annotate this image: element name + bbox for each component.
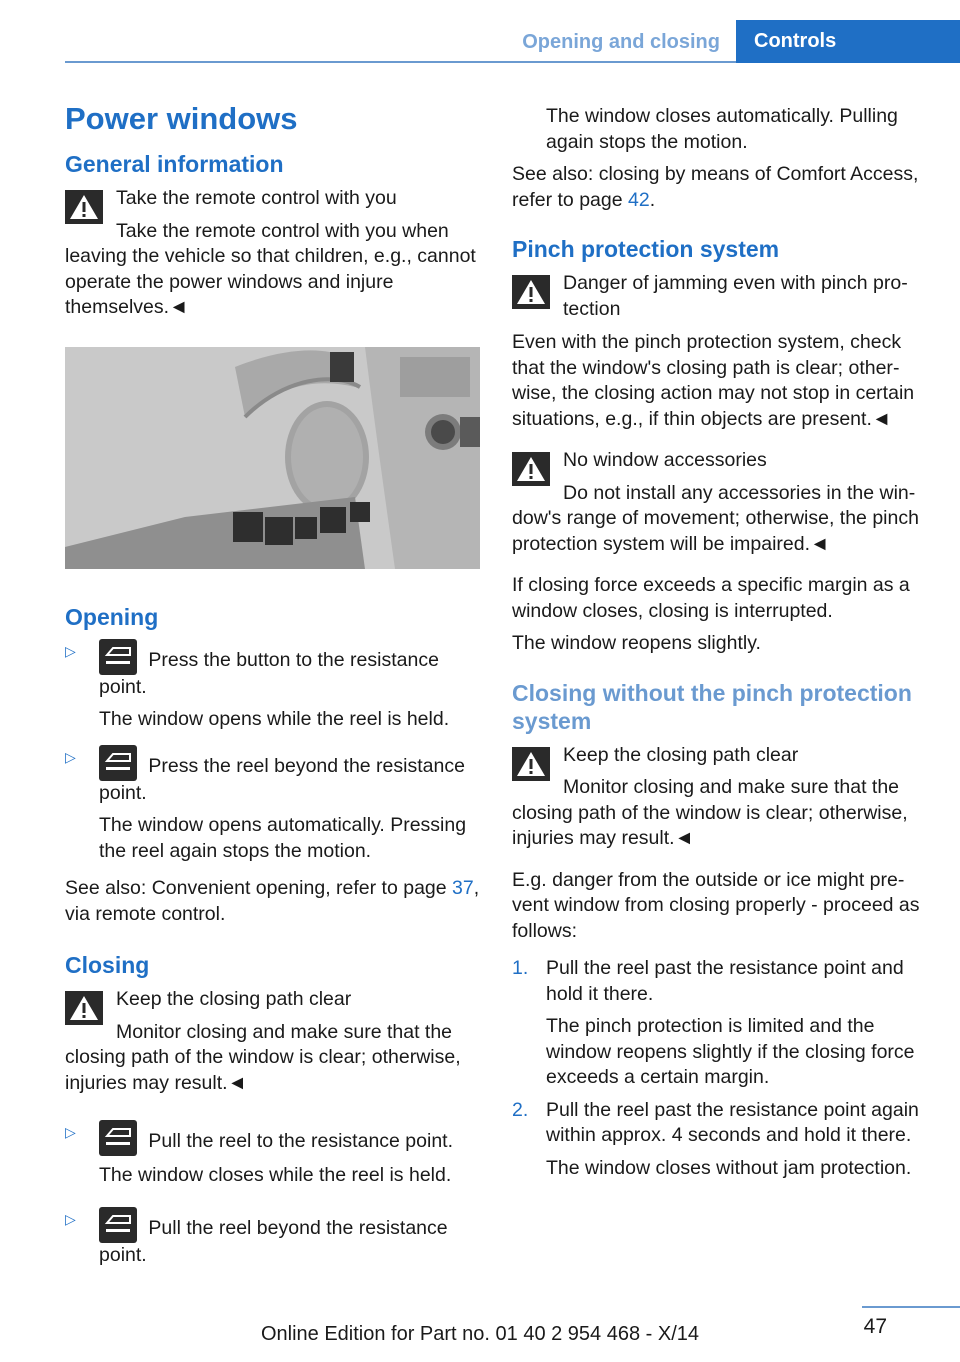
closing-step-1 — [65, 1120, 480, 1189]
opening-step-2-text: Press the reel beyond the resistance point. — [99, 754, 465, 804]
edition-footer: Online Edition for Part no. 01 40 2 954 468 - X/14 — [260, 1323, 700, 1345]
warning-icon — [512, 747, 550, 781]
warning-closing-path — [65, 987, 480, 1096]
warning-icon — [512, 452, 550, 486]
list-bullet-triangle: ▷ — [65, 1210, 76, 1227]
warning-title: Keep the closing path clear — [116, 988, 352, 1010]
warning-icon — [65, 190, 103, 224]
warning-title: Take the remote control with you — [116, 187, 397, 209]
window-reopens-text: The window reopens slightly. — [512, 632, 761, 654]
warning-icon — [65, 991, 103, 1025]
header-tab-controls: Controls — [736, 20, 960, 63]
door-panel-illustration — [65, 347, 480, 569]
step-number: 1. — [512, 957, 529, 979]
closing-step-2-text: Pull the reel beyond the resistance point. — [99, 1216, 448, 1266]
general-info-heading: General information — [65, 151, 284, 177]
closing-steps — [65, 1120, 480, 1268]
override-step-2-text: Pull the reel past the resistance point again within approx. 4 seconds and hold it there. — [546, 1098, 919, 1146]
list-bullet-triangle: ▷ — [65, 642, 76, 659]
warning-title: Danger of jamming even with pinch protection — [563, 272, 908, 320]
closing-without-pinch-heading: Closing without the pinch protection system — [512, 679, 912, 734]
closing-heading: Closing — [65, 952, 150, 978]
warning-closing-path — [512, 743, 932, 852]
opening-step-1-text: Press the button to the resistance point. — [99, 648, 439, 698]
warning-body: Take the remote control with you when leaving the vehicle so that children, e.g., cannot operate the power windows and injure themselves.◄ — [65, 219, 476, 318]
page-link-42[interactable]: 42 — [628, 188, 650, 211]
page-title: Power windows — [65, 101, 298, 136]
warning-body: Do not install any accessories in the window's range of movement; otherwise, the pinch protection system will be impaired.◄ — [512, 481, 919, 555]
footer-rule — [862, 1306, 960, 1308]
window-switch-icon — [99, 639, 137, 675]
warning-jamming — [512, 271, 932, 322]
override-step-1-text: Pull the reel past the resistance point and hold it there. — [546, 957, 904, 1005]
left-column — [65, 100, 480, 1280]
override-step-1-result: The pinch protection is limited and the window reopens slightly if the closing force exceeds a certain margin. — [546, 1015, 915, 1088]
warning-body: Monitor closing and make sure that the closing path of the window is clear; otherwise, injuries may result.◄ — [512, 776, 908, 849]
see-also-convenient-opening: See also: Convenient opening, refer to page 37, via remote control. — [65, 877, 480, 925]
step-number: 2. — [512, 1098, 529, 1121]
header-section-title: Opening and closing — [522, 31, 720, 53]
pinch-protection-heading: Pinch protection system — [512, 236, 780, 262]
page-link-37[interactable]: 37 — [452, 877, 474, 899]
opening-steps — [65, 639, 480, 865]
see-also-comfort-access: See also: closing by means of Comfort Access, refer to page 42. — [512, 163, 919, 211]
window-switch-icon — [99, 1120, 137, 1156]
opening-step-2 — [65, 745, 480, 865]
closing-step-1-result: The window closes while the reel is held. — [99, 1164, 452, 1186]
warning-title: No window accessories — [563, 449, 767, 471]
closing-step-1-text: Pull the reel to the resistance point. — [143, 1130, 454, 1152]
warning-title: Keep the closing path clear — [563, 743, 799, 766]
opening-step-2-result: The window opens automatically. Pressing the reel again stops the motion. — [99, 814, 467, 862]
warning-no-accessories — [512, 448, 932, 557]
override-step-2-result: The window closes without jam protection. — [546, 1156, 912, 1179]
outside-danger-text: E.g. danger from the outside or ice might prevent window from closing properly - proceed as follows: — [512, 868, 920, 942]
override-step-1 — [512, 956, 932, 1091]
closing-auto-text: The window closes automatically. Pulling again stops the motion. — [546, 105, 898, 153]
window-switch-icon — [99, 745, 137, 781]
right-column — [512, 104, 932, 1188]
pinch-protection-text: Even with the pinch protection system, check that the window's closing path is clear; otherwise, the closing action may not stop in certain situations, e.g., if thin objects are present.◄ — [512, 331, 915, 430]
page-number: 47 — [863, 1315, 887, 1338]
warning-remote-control — [65, 186, 480, 321]
opening-step-1-result: The window opens while the reel is held. — [99, 708, 450, 730]
warning-body: Monitor closing and make sure that the closing path of the window is clear; otherwise, injuries may result.◄ — [65, 1020, 461, 1094]
list-bullet-triangle: ▷ — [65, 1124, 76, 1140]
closing-force-text: If closing force exceeds a specific margin as a window closes, closing is interrupted. — [512, 574, 910, 622]
opening-heading: Opening — [65, 603, 159, 630]
closing-step-2 — [65, 1207, 480, 1269]
list-bullet-triangle: ▷ — [65, 748, 76, 765]
window-switch-icon — [99, 1207, 137, 1243]
door-panel-photo — [65, 347, 480, 569]
warning-icon — [512, 275, 550, 309]
override-step-2 — [512, 1098, 932, 1182]
override-steps — [512, 956, 932, 1181]
opening-step-1 — [65, 639, 480, 733]
